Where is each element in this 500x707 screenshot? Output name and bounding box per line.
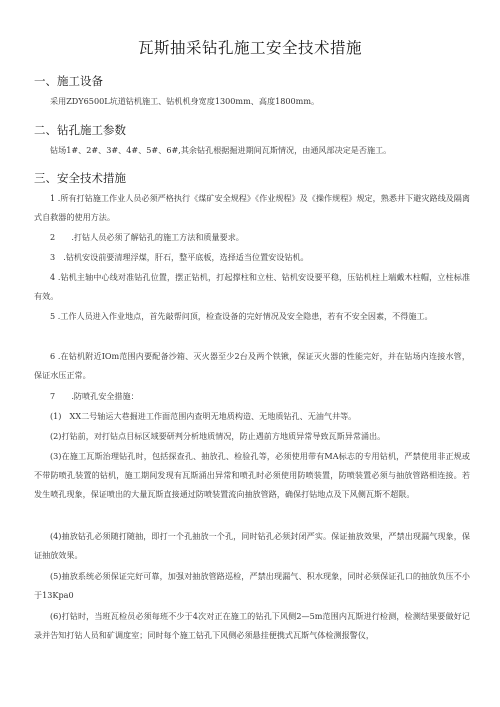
paragraph: (2)打钻前，对打钻点目标区域要研判分析地质情况，防止遇前方地质异常导致瓦斯异常涌出。 [50, 431, 386, 441]
paragraph: 2 .打钻人员必须了解钻孔的施工方法和质量要求。 [50, 232, 244, 242]
paragraph: 采用ZDY6500L坑道钻机施工、钻机机身宽度1300mm、高度1800mm。 [50, 96, 320, 106]
paragraph: 钻场1#、2#、3#、4#、5#、6#,其余钻孔根据掘进期间瓦斯情况，由通风部决定是否施工。 [50, 145, 392, 155]
paragraph: 1 .所有打钻施工作业人员必须严格执行《煤矿安全规程》《作业规程》及《操作规程》规定，熟悉井下避灾路线及隔离式自救器的使用方法。 [34, 193, 470, 222]
paragraph: (5)抽放系统必须保证完好可靠，加强对抽放管路巡检，严禁出现漏气、积水现象，同时必须保证孔口的抽放负压不小于13Kpa0 [34, 571, 470, 600]
paragraph: (6)打钻时，当班瓦检员必须每班不少于4次对正在施工的钻孔下风侧2—5m范围内瓦斯进行检测，检测结果要做好记录并告知打钻人员和矿调度室；同时每个施工钻孔下风侧必须悬挂便携式瓦斯气体检测报警仪， [34, 611, 470, 640]
document-title: 瓦斯抽采钻孔施工安全技术措施 [137, 39, 362, 57]
paragraph: 5 .工作人员进入作业地点，首先敲帮问顶，检查设备的完好情况及安全隐患，若有不安全因素，不得施工。 [50, 311, 433, 321]
paragraph: 7 .防喷孔安全措施： [50, 391, 139, 401]
paragraph: (4)抽放钻孔必须随打随抽，即打一个孔抽放一个孔，同时钻孔必须封闭严实。保证抽放效果，严禁出现漏气现象，保证抽放效果。 [34, 531, 470, 560]
paragraph: (1) XX二号轴运大巷掘进工作面范围内查明无地质构造、无地质钻孔、无油气井等。 [50, 411, 357, 421]
section-heading-parameters: 二、钻孔施工参数 [34, 123, 126, 137]
paragraph: (3)在施工瓦斯治理钻孔时，包括探查孔、抽放孔、检验孔等，必须使用带有MA标志的专用钻机，严禁使用非正规或不带防喷孔装置的钻机，施工期间发现有瓦斯涌出异常和喷孔时必须使用防喷装置，防喷装置必须与抽放管路相连接。若发生喷孔现象，保证喷出的大量瓦斯直接通过防喷装置流向抽放管路，确保打钻地点及下风侧瓦斯不超限。 [34, 451, 470, 499]
section-heading-safety: 三、安全技术措施 [34, 171, 126, 185]
paragraph: 6 .在钻机附近IOm范围内要配备沙箱、灭火器至少2台及两个铁锹，保证灭火器的性能完好，并在钻场内连接水管，保证水压正常。 [34, 351, 470, 380]
paragraph: 4 .钻机主轴中心线对准钻孔位置，摆正钻机，打起撑柱和立柱、钻机安设要平稳，压钻机柱上端戴木柱帽，立柱标准有效。 [34, 272, 470, 301]
section-heading-equipment: 一、施工设备 [34, 74, 103, 88]
paragraph: 3 .钻机安设前要清理浮煤，肝石，整平底板，选择适当位置安设钻机。 [50, 252, 309, 262]
